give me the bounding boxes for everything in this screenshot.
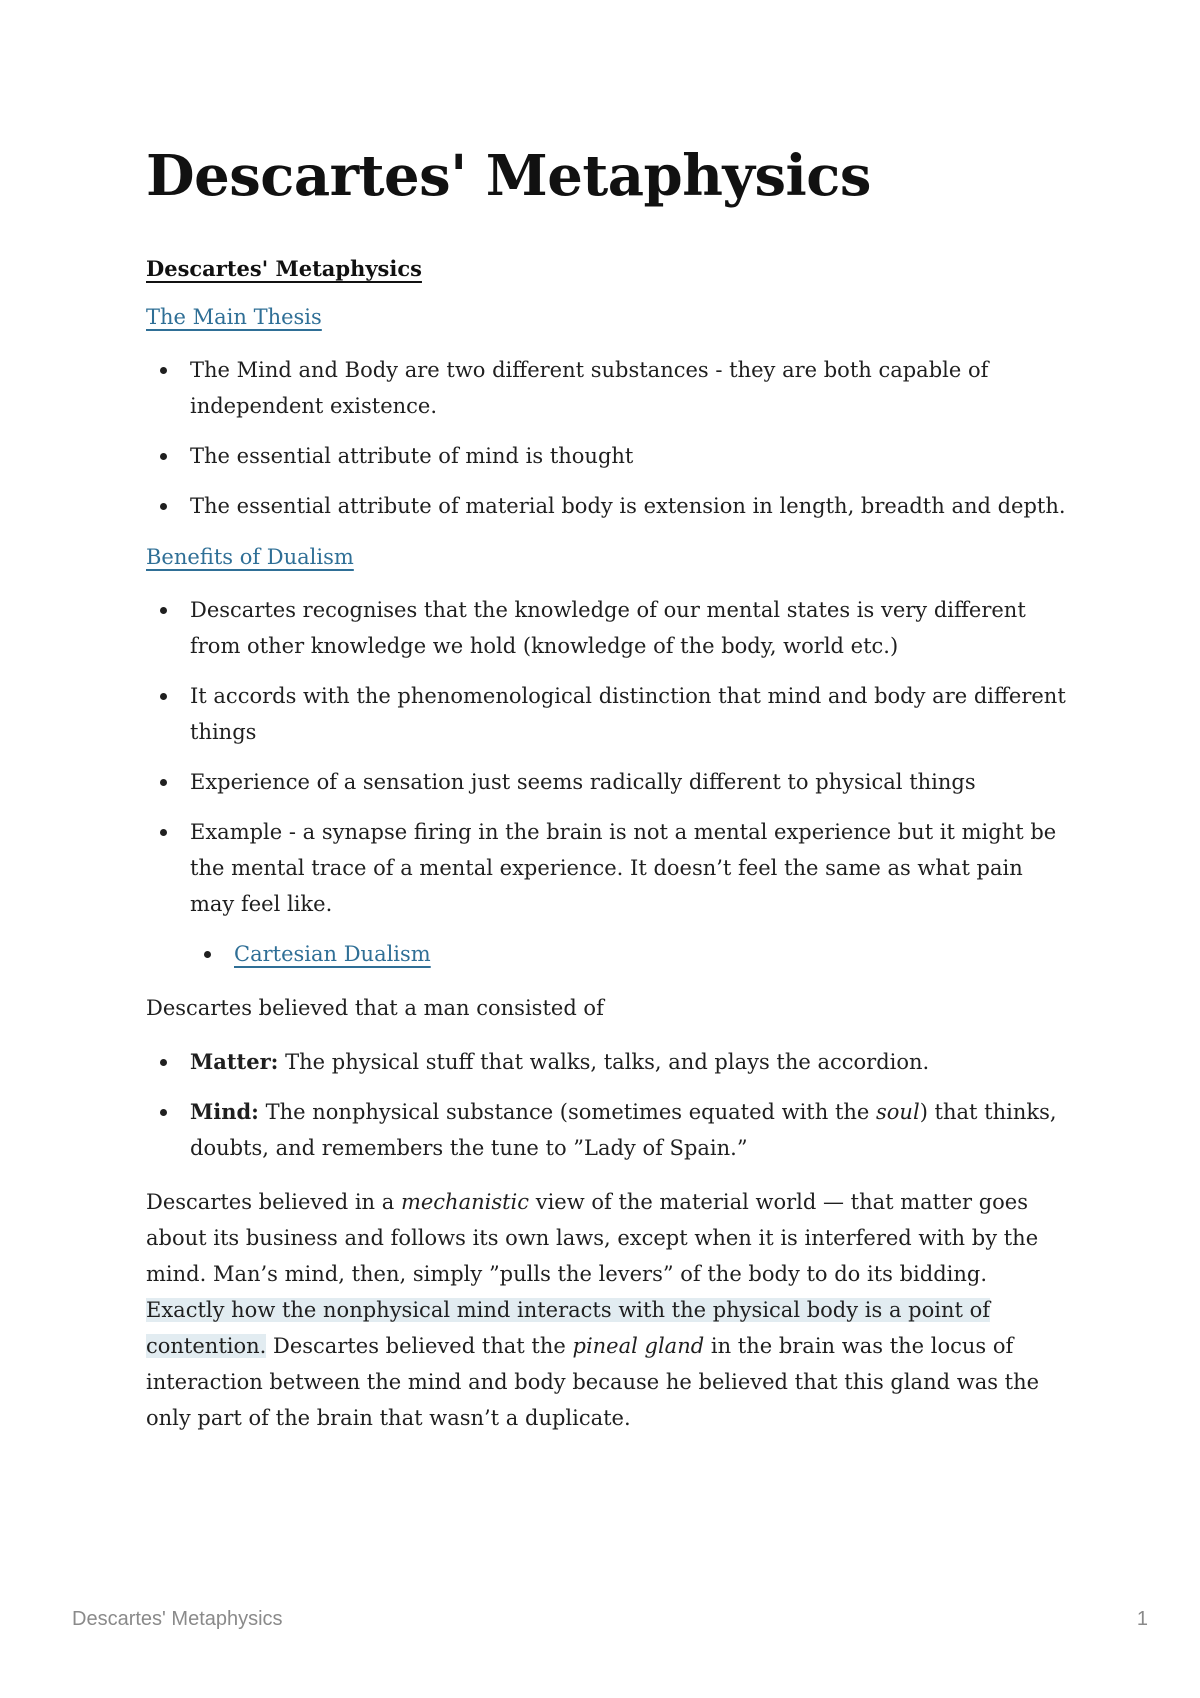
page-title: Descartes' Metaphysics: [146, 143, 871, 209]
closing-part4: in the brain was the locus of interaction between the mind and body because he believed that this gland was the only part of the brain that wasn’t a duplicate.: [146, 1334, 1040, 1430]
list-item: Descartes recognises that the knowledge of our mental states is very different from other knowledge we hold (knowledge of the body, world etc.): [190, 592, 1066, 664]
list-item: It accords with the phenomenological distinction that mind and body are different things: [190, 678, 1066, 750]
document-body: [146, 140, 1066, 1454]
matter-text: The physical stuff that walks, talks, and plays the accordion.: [278, 1050, 930, 1074]
closing-part2: view of the material world — that matter goes about its business and follows its own laws, except when it is interfered with by the mind. Man’s mind, then, simply ”pulls the levers” of the body to do its bidding.: [146, 1190, 1039, 1286]
closing-emph1: mechanistic: [400, 1190, 530, 1214]
footer-page-number: 1: [1136, 1608, 1148, 1630]
list-item: The essential attribute of material body is extension in length, breadth and depth.: [190, 488, 1066, 524]
main-thesis-list: [146, 352, 1066, 524]
man-list: [146, 1044, 1066, 1166]
matter-label: Matter:: [190, 1049, 279, 1074]
closing-emph2: pineal gland: [572, 1334, 705, 1358]
closing-part3: Descartes believed that the: [266, 1334, 573, 1358]
list-item: [190, 1094, 1066, 1166]
mind-label: Mind:: [190, 1099, 259, 1124]
benefits-sublist: [146, 936, 1066, 972]
mind-emph: soul: [876, 1100, 920, 1124]
section-subheading: Descartes' Metaphysics: [146, 256, 422, 281]
closing-paragraph: [146, 1184, 1066, 1436]
list-item: The Mind and Body are two different substances - they are both capable of independent existence.: [190, 352, 1066, 424]
closing-part1: Descartes believed in a: [146, 1190, 401, 1214]
list-item: Example - a synapse firing in the brain is not a mental experience but it might be the mental trace of a mental experience. It doesn’t feel the same as what pain may feel like.: [190, 814, 1066, 922]
list-item: [234, 936, 1066, 972]
footer-doc-name: Descartes' Metaphysics: [72, 1608, 283, 1630]
list-item: Experience of a sensation just seems radically different to physical things: [190, 764, 1066, 800]
list-item: The essential attribute of mind is thought: [190, 438, 1066, 474]
list-item: [190, 1044, 1066, 1080]
benefits-list: [146, 592, 1066, 922]
main-thesis-heading[interactable]: The Main Thesis: [146, 305, 322, 329]
cartesian-dualism-link[interactable]: Cartesian Dualism: [234, 942, 431, 966]
highlighted-text: Exactly how the nonphysical mind interacts with the physical body is a point of contention.: [146, 1298, 990, 1358]
benefits-heading[interactable]: Benefits of Dualism: [146, 545, 354, 569]
man-intro: Descartes believed that a man consisted of: [146, 996, 604, 1020]
mind-text-after: ) that thinks, doubts, and remembers the tune to ”Lady of Spain.”: [190, 1100, 1057, 1160]
mind-text-before: The nonphysical substance (sometimes equated with the: [258, 1100, 877, 1124]
